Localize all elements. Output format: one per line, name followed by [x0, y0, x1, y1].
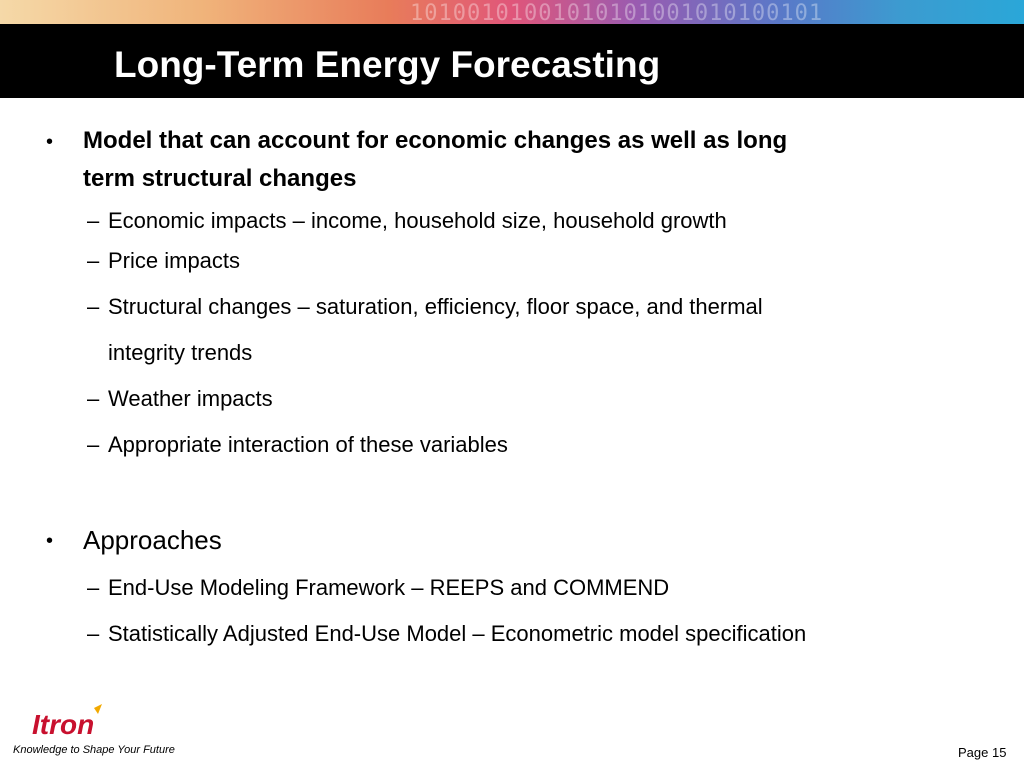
subitem-interaction: Appropriate interaction of these variables	[108, 432, 508, 457]
bullet-1-line-2: term structural changes	[83, 165, 357, 192]
bullet-marker: •	[46, 530, 54, 552]
subitem-sae-model: Statistically Adjusted End-Use Model – Econometric model specification	[108, 621, 807, 646]
dash-marker: –	[87, 248, 100, 273]
dash-marker: –	[87, 294, 100, 319]
bullet-2-line-1: Approaches	[83, 525, 222, 555]
logo-text: Itron	[32, 709, 95, 740]
bullet-1-line-1: Model that can account for economic changes as well as long	[83, 127, 788, 154]
subitem-economic-impacts: Economic impacts – income, household size, household growth	[108, 208, 727, 233]
subitem-structural-changes: Structural changes – saturation, efficiency, floor space, and thermal	[108, 294, 763, 319]
dash-marker: –	[87, 575, 100, 600]
subitem-weather-impacts: Weather impacts	[108, 386, 273, 411]
subitem-structural-changes-cont: integrity trends	[108, 340, 253, 365]
page-number: Page 15	[958, 745, 1007, 760]
binary-pattern-decoration: 10100101001010101001010100101	[410, 1, 824, 24]
tagline: Knowledge to Shape Your Future	[13, 744, 175, 756]
bullet-marker: •	[46, 131, 54, 153]
subitem-price-impacts: Price impacts	[108, 248, 241, 273]
itron-logo	[32, 704, 122, 740]
dash-marker: –	[87, 432, 100, 457]
slide-title: Long-Term Energy Forecasting	[114, 44, 661, 85]
header-decoration	[0, 0, 1024, 24]
dash-marker: –	[87, 621, 100, 646]
dash-marker: –	[87, 208, 100, 233]
dash-marker: –	[87, 386, 100, 411]
subitem-end-use-modeling: End-Use Modeling Framework – REEPS and COMMEND	[108, 575, 670, 600]
